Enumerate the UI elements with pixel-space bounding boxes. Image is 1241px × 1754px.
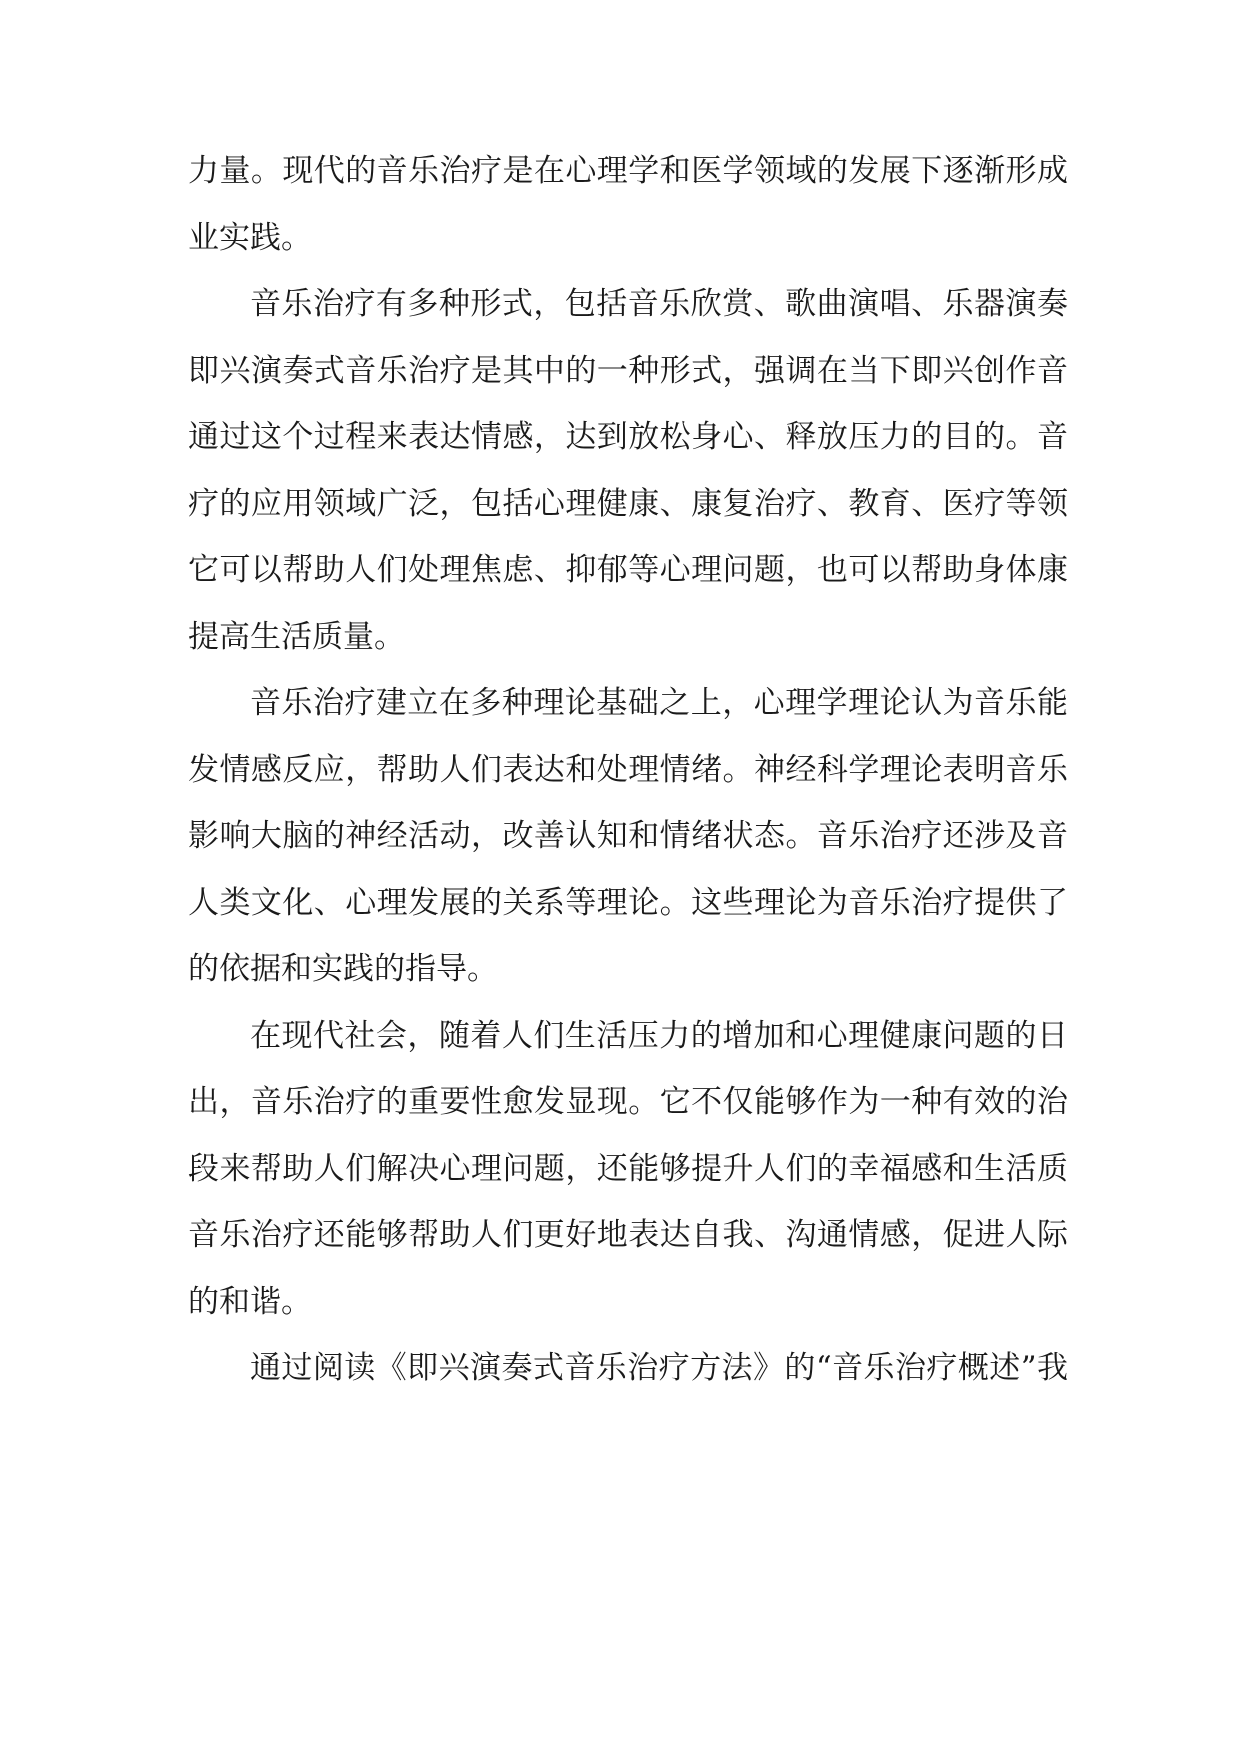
text-line: 通过阅读《即兴演奏式音乐治疗方法》的“音乐治疗概述”我: [250, 1350, 1068, 1386]
text-line: 段来帮助人们解决心理问题，还能够提升人们的幸福感和生活质: [188, 1150, 1068, 1187]
text-line: 通过这个过程来表达情感，达到放松身心、释放压力的目的。音: [188, 419, 1068, 455]
text-line: 发情感反应，帮助人们表达和处理情绪。神经科学理论表明音乐: [188, 751, 1068, 788]
text-line: 业实践。: [188, 219, 312, 256]
text-line: 影响大脑的神经活动，改善认知和情绪状态。音乐治疗还涉及音: [188, 818, 1068, 854]
text-line: 音乐治疗有多种形式，包括音乐欣赏、歌曲演唱、乐器演奏: [250, 286, 1068, 322]
text-line: 力量。现代的音乐治疗是在心理学和医学领域的发展下逐渐形成: [188, 153, 1068, 189]
text-line: 的和谐。: [188, 1283, 312, 1320]
text-line: 它可以帮助人们处理焦虑、抑郁等心理问题，也可以帮助身体康: [188, 552, 1068, 588]
text-line: 出，音乐治疗的重要性愈发显现。它不仅能够作为一种有效的治: [188, 1084, 1068, 1120]
text-line: 人类文化、心理发展的关系等理论。这些理论为音乐治疗提供了: [188, 884, 1068, 921]
text-line: 即兴演奏式音乐治疗是其中的一种形式，强调在当下即兴创作音: [188, 352, 1068, 389]
text-line: 音乐治疗建立在多种理论基础之上，心理学理论认为音乐能: [250, 685, 1068, 721]
body-text: [188, 138, 1068, 1402]
text-line: 在现代社会，随着人们生活压力的增加和心理健康问题的日: [250, 1017, 1068, 1054]
text-line: 疗的应用领域广泛，包括心理健康、康复治疗、教育、医疗等领: [188, 485, 1068, 522]
text-line: 音乐治疗还能够帮助人们更好地表达自我、沟通情感，促进人际: [188, 1217, 1068, 1253]
text-line: 的依据和实践的指导。: [188, 951, 498, 987]
text-line: 提高生活质量。: [188, 618, 405, 655]
